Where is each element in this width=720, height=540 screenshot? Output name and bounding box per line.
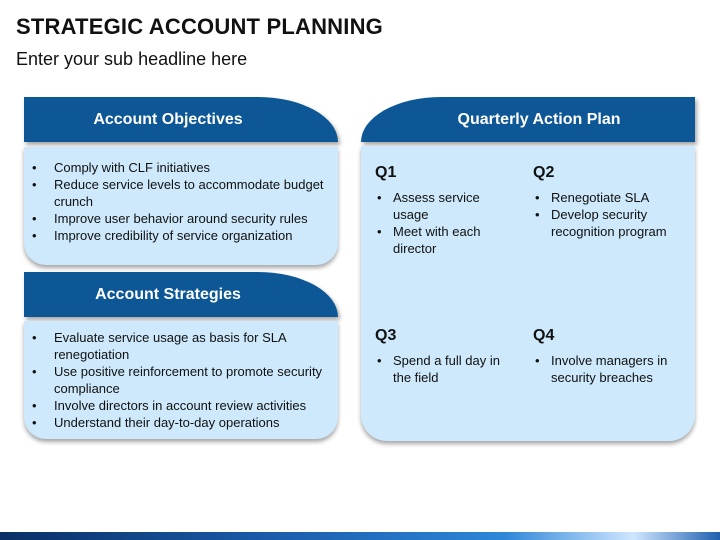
quarter-label: Q1 [375,164,397,181]
objectives-heading: Account Objectives [93,110,243,128]
strategies-header [24,272,338,317]
quarter-q1 [375,164,505,257]
list-item: • Assess service usage [375,189,505,223]
list-item: • Spend a full day in the field [375,352,505,386]
strategies-panel [24,321,338,439]
quarter-q2 [533,164,683,240]
quarter-label: Q3 [375,327,397,344]
strategies-heading: Account Strategies [95,285,241,303]
list-item: • Evaluate service usage as basis for SLA renegotiation [24,329,338,363]
list-item: • Understand their day-to-day operations [24,414,338,431]
strategies-list [24,329,338,431]
list-item: • Develop security recognition program [533,206,683,240]
quarter-label: Q2 [533,164,555,181]
quarter-list [375,189,505,257]
quarter-label: Q4 [533,327,555,344]
list-item: • Involve directors in account review activities [24,397,338,414]
bottom-accent-bar [0,532,720,540]
list-item: • Improve user behavior around security rules [24,210,338,227]
page-title: STRATEGIC ACCOUNT PLANNING [16,14,383,39]
list-item: • Use positive reinforcement to promote security compliance [24,363,338,397]
quarter-list [375,352,505,386]
quarter-q4 [533,327,683,386]
objectives-list [24,159,338,244]
list-item: • Involve managers in security breaches [533,352,683,386]
quarter-q3 [375,327,505,386]
plan-header [361,97,695,142]
list-item: • Improve credibility of service organization [24,227,338,244]
page-subtitle: Enter your sub headline here [16,49,248,69]
list-item: • Comply with CLF initiatives [24,159,338,176]
quarter-list [533,352,683,386]
plan-heading: Quarterly Action Plan [457,110,621,128]
quarter-list [533,189,683,240]
objectives-header [24,97,338,142]
list-item: • Meet with each director [375,223,505,257]
list-item: • Renegotiate SLA [533,189,683,206]
objectives-panel [24,147,338,265]
list-item: • Reduce service levels to accommodate budget crunch [24,176,338,210]
